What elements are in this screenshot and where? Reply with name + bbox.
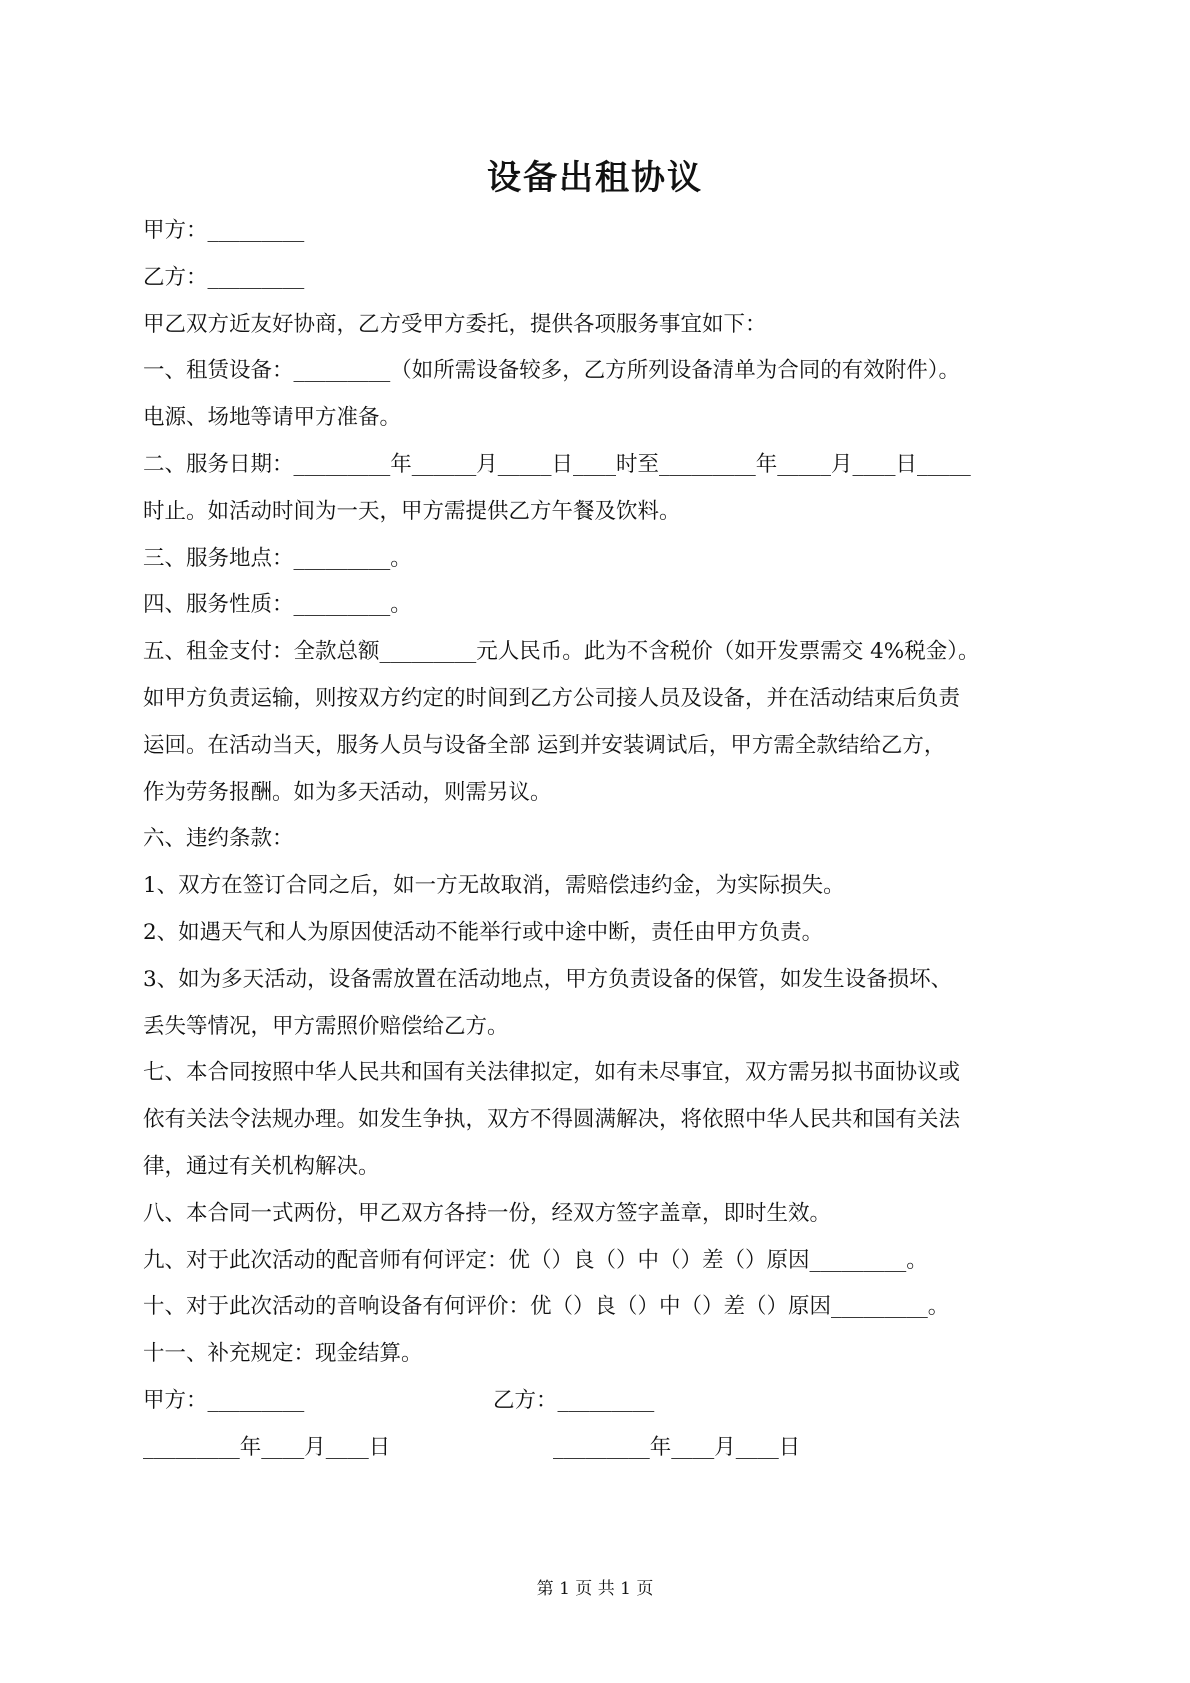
clause-7-cont-1: 依有关法令法规办理。如发生争执，双方不得圆满解决，将依照中华人民共和国有关法 <box>143 1107 961 1133</box>
party-b-line: 乙方：_________ <box>143 264 305 290</box>
clause-9-line: 九、对于此次活动的配音师有何评定：优（）良（）中（）差（）原因_________。 <box>143 1247 928 1273</box>
clause-5-cont-1: 如甲方负责运输，则按双方约定的时间到乙方公司接人员及设备，并在活动结束后负责 <box>143 685 961 711</box>
intro-line: 甲乙双方近友好协商，乙方受甲方委托，提供各项服务事宜如下： <box>143 311 767 337</box>
clause-8-line: 八、本合同一式两份，甲乙双方各持一份，经双方签字盖章，即时生效。 <box>143 1200 832 1226</box>
party-b-signature: 乙方：_________ <box>493 1387 655 1413</box>
document-body <box>143 208 1055 1472</box>
clause-4-line: 四、服务性质：_________。 <box>143 592 412 618</box>
signature-row <box>143 1378 1055 1425</box>
clause-6-item-3: 3、如为多天活动，设备需放置在活动地点，甲方负责设备的保管，如发生设备损坏、 <box>143 966 953 992</box>
clause-6-item-1: 1、双方在签订合同之后，如一方无故取消，需赔偿违约金，为实际损失。 <box>143 873 845 899</box>
party-b-date: _________年____月____日 <box>553 1434 801 1460</box>
clause-1-line: 一、租赁设备：_________（如所需设备较多，乙方所列设备清单为合同的有效附件）。 <box>143 358 961 384</box>
clause-11-line: 十一、补充规定：现金结算。 <box>143 1341 423 1367</box>
clause-6-item-3-cont: 丢失等情况，甲方需照价赔偿给乙方。 <box>143 1013 509 1039</box>
clause-5-cont-2: 运回。在活动当天，服务人员与设备全部 运到并安装调试后，甲方需全款结给乙方， <box>143 732 946 758</box>
clause-5-cont-3: 作为劳务报酬。如为多天活动，则需另议。 <box>143 779 552 805</box>
party-a-line: 甲方：_________ <box>143 218 305 243</box>
document-title: 设备出租协议 <box>487 158 703 198</box>
party-a-signature: 甲方：_________ <box>143 1387 305 1413</box>
date-row <box>143 1425 1055 1472</box>
page-footer: 第 1 页 共 1 页 <box>536 1579 654 1599</box>
clause-7-line: 七、本合同按照中华人民共和国有关法律拟定，如有未尽事宜，双方需另拟书面协议或 <box>143 1060 961 1086</box>
clause-2-cont: 时止。如活动时间为一天，甲方需提供乙方午餐及饮料。 <box>143 498 681 524</box>
party-a-date: _________年____月____日 <box>143 1434 391 1460</box>
clause-5-line: 五、租金支付：全款总额_________元人民币。此为不含税价（如开发票需交 4%税金）。 <box>143 639 980 665</box>
clause-6-item-2: 2、如遇天气和人为原因使活动不能举行或中途中断，责任由甲方负责。 <box>143 919 824 945</box>
clause-6-line: 六、违约条款： <box>143 826 294 852</box>
clause-3-line: 三、服务地点：_________。 <box>143 545 412 571</box>
clause-2-line: 二、服务日期：_________年______月_____日____时至_________年_____月____日_____ <box>143 451 971 477</box>
clause-10-line: 十、对于此次活动的音响设备有何评价：优（）良（）中（）差（）原因_________。 <box>143 1294 950 1320</box>
clause-1-cont: 电源、场地等请甲方准备。 <box>143 405 402 431</box>
clause-7-cont-2: 律，通过有关机构解决。 <box>143 1153 380 1179</box>
